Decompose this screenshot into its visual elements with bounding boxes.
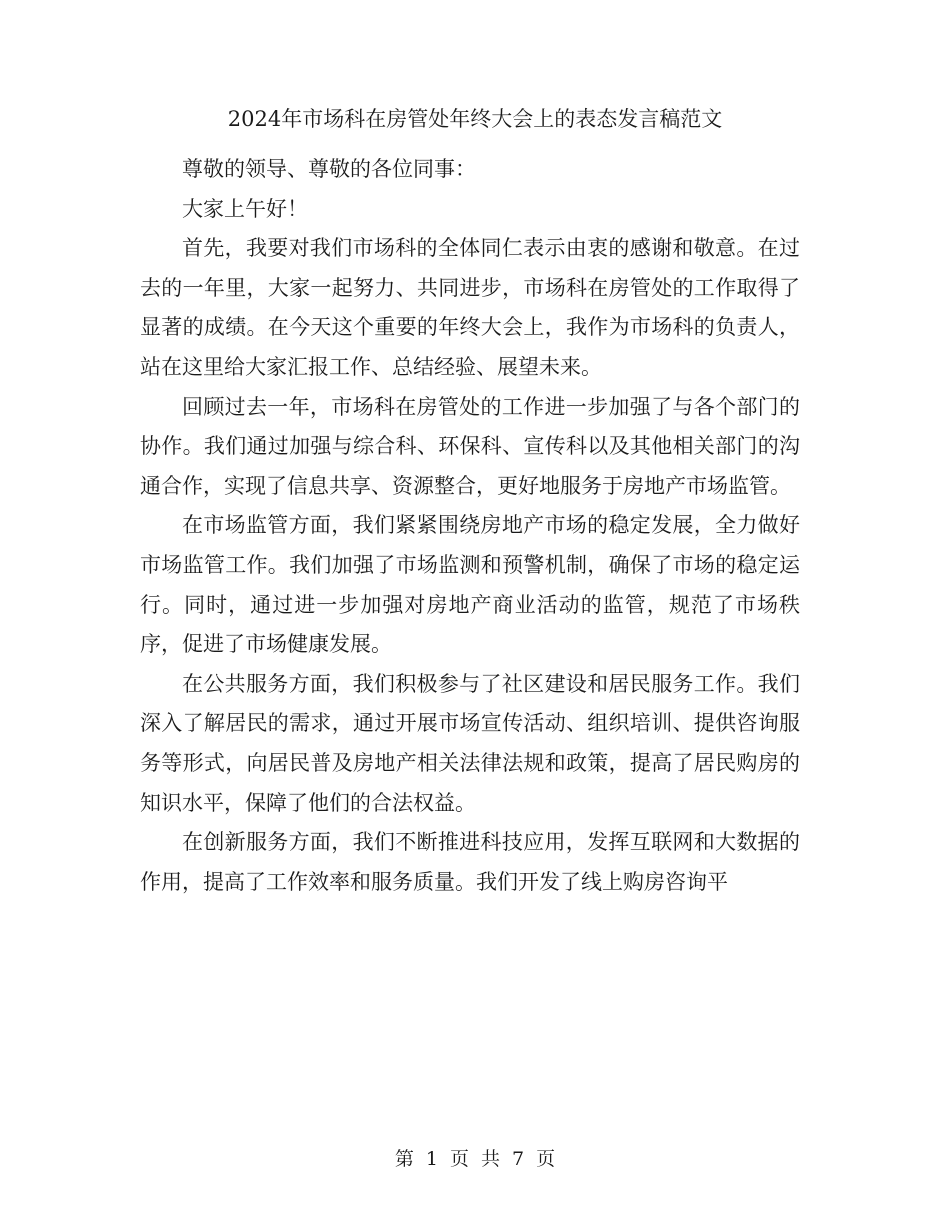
document-title: 2024年市场科在房管处年终大会上的表态发言稿范文: [227, 107, 723, 131]
paragraph: 在公共服务方面，我们积极参与了社区建设和居民服务工作。我们深入了解居民的需求，通过开展市场宣传活动、组织培训、提供咨询服务等形式，向居民普及房地产相关法律法规和政策，提高了居民购房的知识水平，保障了他们的合法权益。: [140, 671, 800, 815]
greeting: 大家上午好！: [182, 196, 308, 221]
paragraph: 在市场监管方面，我们紧紧围绕房地产市场的稳定发展，全力做好市场监管工作。我们加强了市场监测和预警机制，确保了市场的稳定运行。同时，通过进一步加强对房地产商业活动的监管，规范了市场秩序，促进了市场健康发展。: [140, 513, 800, 657]
paragraph: 在创新服务方面，我们不断推进科技应用，发挥互联网和大数据的作用，提高了工作效率和服务质量。我们开发了线上购房咨询平: [140, 830, 800, 894]
page-number-footer: 第 1 页 共 7 页: [394, 1148, 556, 1170]
paragraph: 回顾过去一年，市场科在房管处的工作进一步加强了与各个部门的协作。我们通过加强与综合科、环保科、宣传科以及其他相关部门的沟通合作，实现了信息共享、资源整合，更好地服务于房地产市场监管。: [140, 394, 800, 498]
document-body: [140, 150, 800, 902]
paragraph: 首先，我要对我们市场科的全体同仁表示由衷的感谢和敬意。在过去的一年里，大家一起努力、共同进步，市场科在房管处的工作取得了显著的成绩。在今天这个重要的年终大会上，我作为市场科的负责人，站在这里给大家汇报工作、总结经验、展望未来。: [140, 236, 800, 379]
salutation: 尊敬的领导、尊敬的各位同事：: [182, 157, 476, 181]
